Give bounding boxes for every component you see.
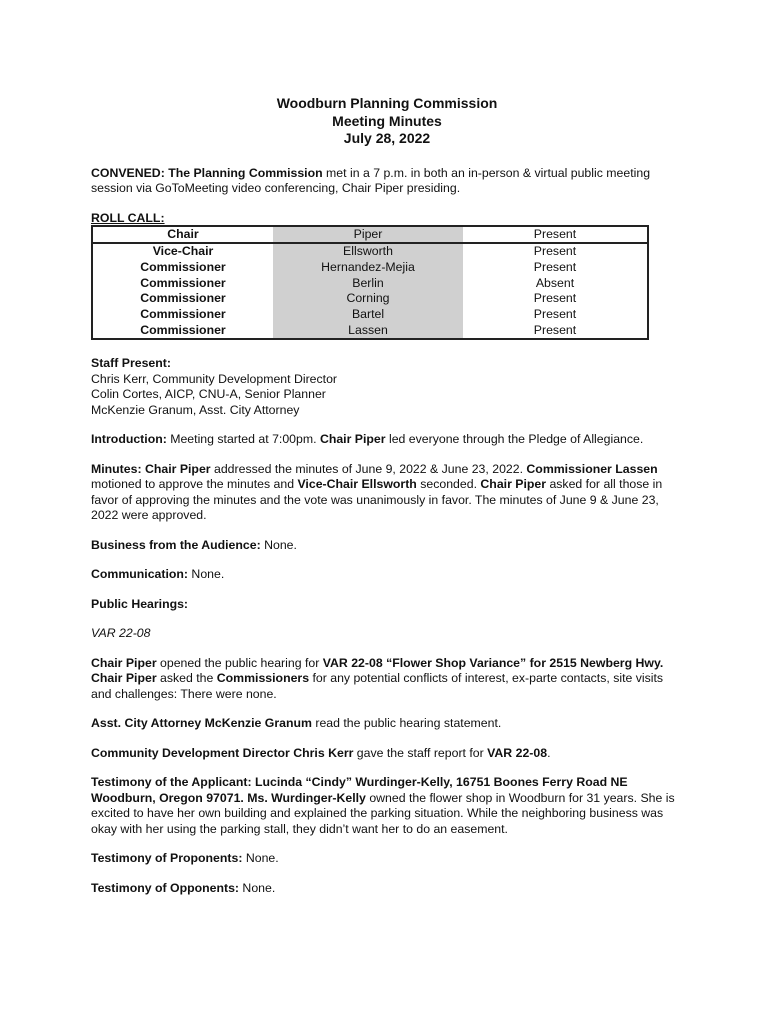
roll-name: Ellsworth [273, 243, 463, 260]
bold-run: VAR 22-08 [487, 745, 548, 760]
text-run: led everyone through the Pledge of Allegiance. [385, 432, 644, 447]
title-line-1: Woodburn Planning Commission [276, 95, 498, 111]
statement-paragraph [91, 716, 683, 732]
proponents-paragraph [91, 851, 683, 867]
text-run: None. [260, 537, 297, 552]
roll-call-row [92, 260, 648, 276]
roll-call-row [92, 291, 648, 307]
roll-role: Commissioner [140, 291, 226, 306]
text-run: gave the staff report for [353, 745, 488, 760]
opponents-label: Testimony of Opponents: [91, 880, 240, 895]
staff-member: McKenzie Granum, Asst. City Attorney [91, 402, 300, 417]
opponents-paragraph [91, 881, 683, 897]
text-run: None. [188, 567, 225, 582]
introduction-label: Introduction: [91, 432, 167, 447]
staff-present-label: Staff Present: [91, 356, 171, 371]
minutes-paragraph [91, 462, 683, 524]
applicant-testimony-paragraph [91, 775, 683, 837]
staff-member: Chris Kerr, Community Development Director [91, 371, 338, 386]
staff-report-paragraph [91, 746, 683, 762]
bold-run: Chair Piper [319, 432, 386, 447]
title-line-2: Meeting Minutes [332, 112, 442, 129]
roll-name: Berlin [273, 276, 463, 292]
staff-present-section [91, 356, 683, 418]
roll-status: Present [533, 307, 577, 322]
roll-role: Commissioner [140, 259, 226, 274]
text-run: asked the [156, 671, 217, 686]
communication-label: Communication: [91, 567, 189, 582]
roll-status: Absent [535, 275, 575, 290]
convened-paragraph [91, 166, 683, 197]
text-run: for any potential conflicts of interest, ex-parte contacts, site visits and challenges: There were none. [91, 671, 664, 701]
introduction-paragraph [91, 432, 683, 448]
hearing-open-paragraph [91, 656, 683, 703]
minutes-label: Minutes: Chair Piper [91, 461, 211, 476]
minutes-document [91, 95, 683, 896]
text-run: None. [239, 880, 276, 895]
document-title [91, 95, 683, 148]
roll-role: Vice-Chair [152, 244, 214, 259]
roll-status: Present [533, 244, 577, 259]
roll-call-row [92, 307, 648, 323]
roll-role: Chair [92, 226, 273, 244]
bold-run: Chair Piper [480, 477, 547, 492]
roll-call-label: ROLL CALL: [91, 210, 165, 225]
roll-call-row [92, 243, 648, 260]
bold-run: VAR 22-08 “Flower Shop Variance” for 2515 Newberg Hwy. Chair Piper [91, 655, 664, 686]
roll-status: Present [533, 259, 577, 274]
bold-run: Testimony of the Applicant: Lucinda “Cindy” Wurdinger-Kelly, 16751 Boones Ferry Road NE Woodburn, Oregon 97071. Ms. Wurdinger-Kelly [91, 775, 628, 805]
roll-role: Commissioner [140, 275, 226, 290]
business-paragraph [91, 538, 683, 554]
text-run: . [547, 745, 551, 760]
roll-status: Present [463, 226, 648, 244]
roll-call-row [92, 323, 648, 340]
roll-name: Hernandez-Mejia [273, 260, 463, 276]
text-run: asked for all those in favor of approving the minutes and the vote was unanimously in favor. The minutes of June 9 & June 23, 2022 were approved. [91, 477, 663, 523]
bold-run: Vice-Chair Ellsworth [297, 477, 417, 492]
convened-text: met in a 7 p.m. in both an in-person & virtual public meeting session via GoToMeeting video conferencing, Chair Piper presiding. [91, 165, 651, 195]
roll-role: Commissioner [140, 307, 226, 322]
communication-paragraph [91, 567, 683, 583]
roll-call-table [91, 225, 649, 341]
text-run: opened the public hearing for [156, 655, 323, 670]
roll-name: Corning [273, 291, 463, 307]
business-label: Business from the Audience: [91, 537, 261, 552]
roll-role: Commissioner [140, 322, 226, 337]
staff-member: Colin Cortes, AICP, CNU-A, Senior Planner [91, 387, 326, 402]
roll-call-row [92, 226, 648, 244]
text-run: seconded. [416, 477, 481, 492]
roll-name: Lassen [273, 323, 463, 340]
bold-run: Chair Piper [91, 655, 157, 670]
public-hearings-heading [91, 597, 683, 613]
roll-call-row [92, 276, 648, 292]
roll-status: Present [533, 322, 577, 337]
public-hearings-label: Public Hearings: [91, 596, 189, 611]
bold-run: Asst. City Attorney McKenzie Granum [91, 716, 312, 731]
bold-run: Commissioners [216, 671, 310, 686]
text-run: motioned to approve the minutes and [91, 477, 298, 492]
case-number: VAR 22-08 [91, 626, 151, 641]
bold-run: Community Development Director Chris Kerr [91, 745, 354, 760]
text-run: owned the flower shop in Woodburn for 31 years. She is excited to have her own building and explained the parking situation. While the neighboring business was okay with her using the parking stall, they didn’t want her to do an easement. [91, 790, 675, 836]
proponents-label: Testimony of Proponents: [91, 851, 243, 866]
roll-name: Bartel [273, 307, 463, 323]
title-date: July 28, 2022 [343, 130, 431, 146]
text-run: read the public hearing statement. [311, 716, 502, 731]
bold-run: Commissioner Lassen [526, 461, 658, 476]
text-run: addressed the minutes of June 9, 2022 & June 23, 2022. [210, 461, 527, 476]
text-run: Meeting started at 7:00pm. [166, 432, 320, 447]
text-run: None. [242, 851, 279, 866]
convened-label: CONVENED: The Planning Commission [91, 165, 323, 180]
roll-name: Piper [273, 226, 463, 244]
roll-status: Present [533, 291, 577, 306]
